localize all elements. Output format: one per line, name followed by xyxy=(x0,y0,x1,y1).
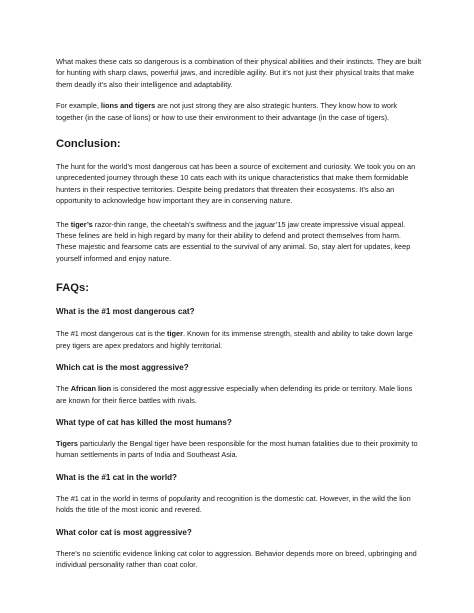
faq-answer-1-bold: tiger xyxy=(167,329,183,339)
intro-paragraph-2 xyxy=(56,100,422,123)
faq-answer-2-bold: African lion xyxy=(70,384,112,394)
intro-paragraph-1: What makes these cats so dangerous is a combination of their physical abilities and their instincts. They are built for hunting with sharp claws, powerful jaws, and incredible agility. But it’s not just their physical traits that make them deadly it’s also their intelligence and adaptability. xyxy=(56,57,422,89)
conclusion-paragraph-1: The hunt for the world’s most dangerous cat has been a source of excitement and curiosity. We took you on an unprecedented journey through these 10 cats each with its unique characteristics that make them formidable hunters in their respective territories. Despite being predators that threaten their ecosystems. It’s also an opportunity to acknowledge how important they are in conserving nature. xyxy=(56,162,416,206)
faq-question-5: What color cat is most aggressive? xyxy=(56,527,192,537)
faq-answer-1-pre: The #1 most dangerous cat is the xyxy=(56,329,168,339)
conclusion-paragraph-2-post: razor-thin range, the cheetah’s swiftness and the jaguar’15 jaw create impressive visual appeal. These felines are held in high regard by many for their ability to defend and protect themselves from harm. These majestic and fearsome cats are essential to the survival of any animal. So, stay alert for updates, keep yourself informed and enjoy nature. xyxy=(56,219,411,263)
conclusion-paragraph-2 xyxy=(56,219,422,265)
faq-answer-4: The #1 cat in the world in terms of popularity and recognition is the domestic cat. However, in the wild the lion holds the title of the most iconic and revered. xyxy=(56,493,411,515)
intro-paragraph-2-bold: lions and tigers xyxy=(100,101,156,111)
faq-answer-3 xyxy=(56,438,422,461)
faq-answer-2-post: is considered the most aggressive especially when defending its pride or territory. Male lions are known for their fierce battles with rivals. xyxy=(56,384,413,405)
faq-answer-3-bold: Tigers xyxy=(56,438,78,448)
intro-paragraph-2-post: are not just strong they are also strategic hunters. They know how to work together (in the case of lions) or how to use their environment to their advantage (in the case of tigers). xyxy=(56,101,398,122)
conclusion-paragraph-2-pre: The xyxy=(56,219,71,229)
faq-answer-5: There’s no scientific evidence linking cat color to aggression. Behavior depends more on breed, upbringing and individual personality rather than coat color. xyxy=(56,548,417,569)
faq-answer-1 xyxy=(56,328,422,351)
faq-answer-1-post: . Known for its immense strength, stealth and ability to take down large prey tigers are apex predators and highly territorial. xyxy=(56,329,413,350)
faq-question-3: What type of cat has killed the most humans? xyxy=(56,417,232,427)
intro-paragraph-2-pre: For example, xyxy=(56,101,101,111)
faq-question-2: Which cat is the most aggressive? xyxy=(56,363,189,373)
faq-answer-3-post: particularly the Bengal tiger have been responsible for the most human fatalities due to their proximity to human settlements in parts of India and Southeast Asia. xyxy=(56,438,418,460)
conclusion-paragraph-2-bold: tiger’s xyxy=(70,219,93,229)
faq-question-4: What is the #1 cat in the world? xyxy=(56,472,177,482)
faq-answer-2-pre: The xyxy=(56,384,71,394)
conclusion-heading: Conclusion: xyxy=(56,138,121,151)
faq-answer-2 xyxy=(56,383,422,406)
faq-question-1: What is the #1 most dangerous cat? xyxy=(56,307,195,317)
faqs-heading: FAQs: xyxy=(56,282,89,295)
